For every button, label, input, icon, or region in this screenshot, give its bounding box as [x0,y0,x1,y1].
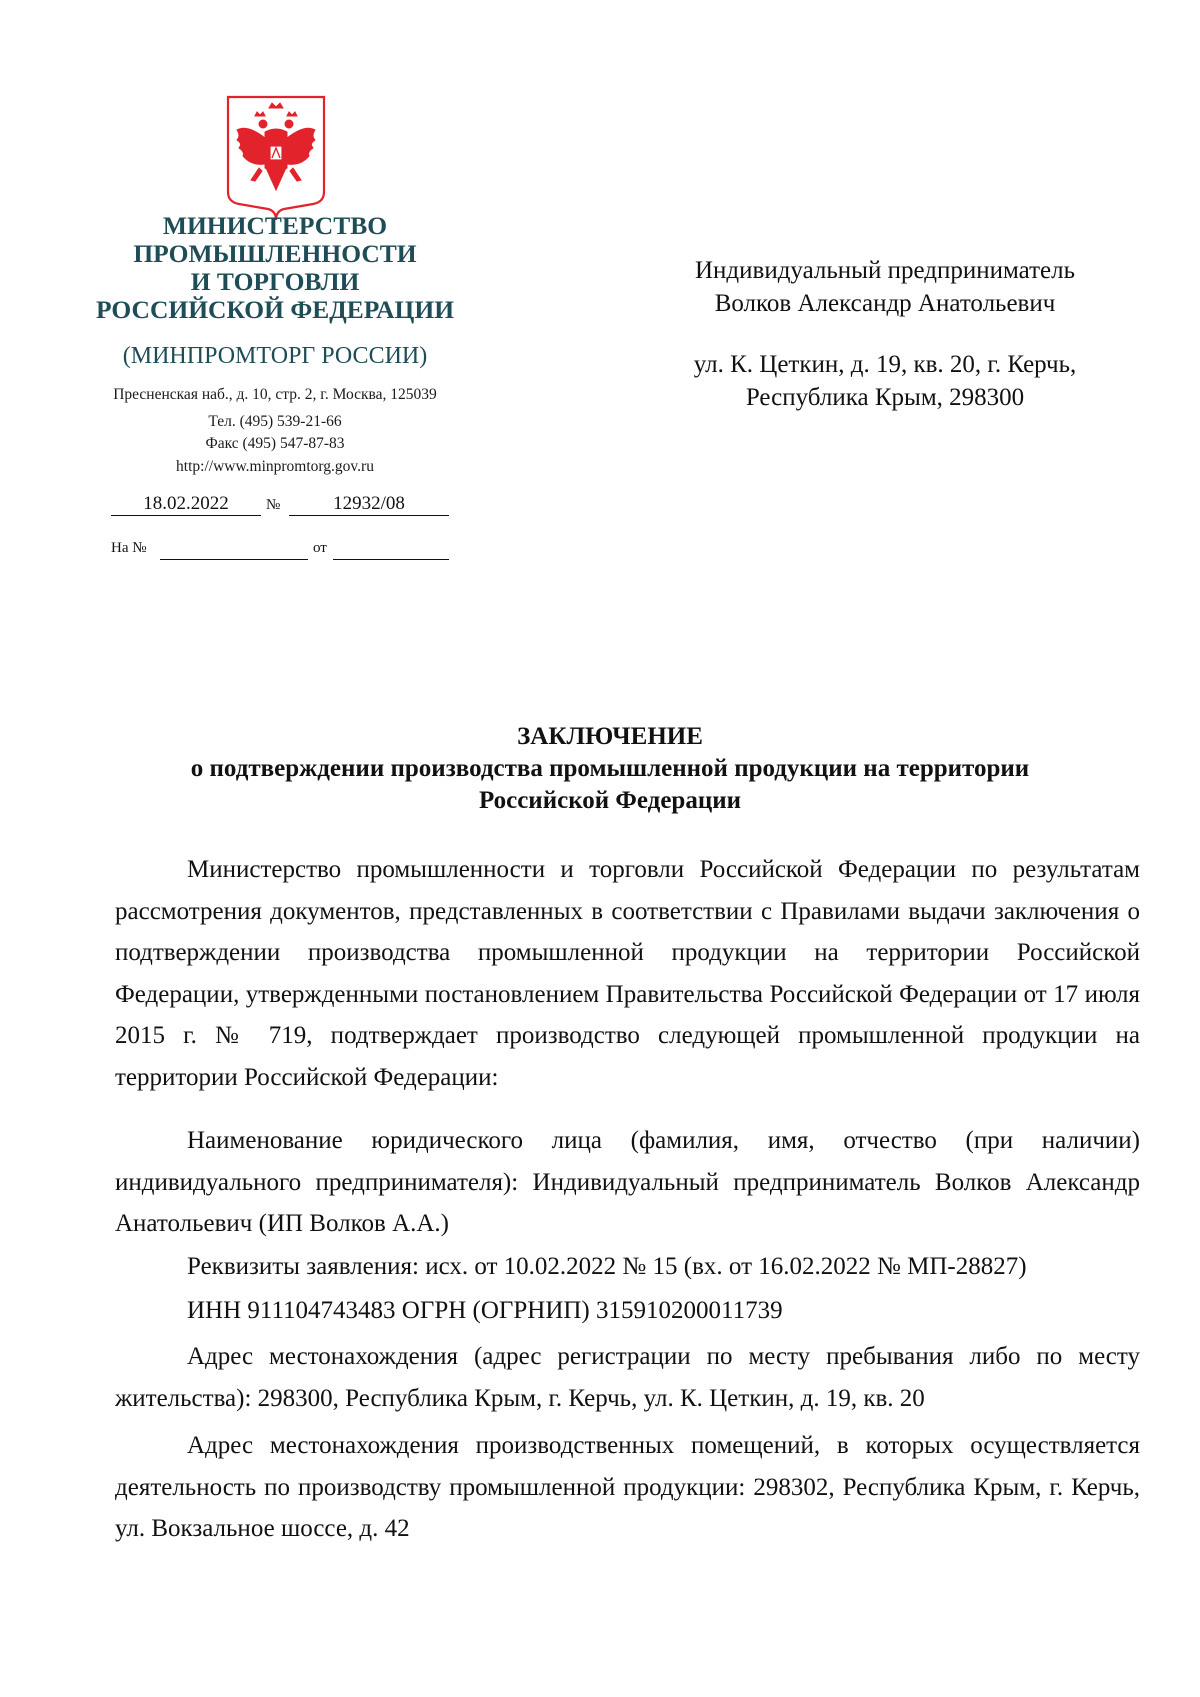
application-details: Реквизиты заявления: исх. от 10.02.2022 № 15 (вх. от 16.02.2022 № МП-28827) [187,1253,1027,1280]
ministry-name-line-1: МИНИСТЕРСТВО [162,211,388,240]
letter-number: 12932/08 [289,493,449,516]
recipient-title: Индивидуальный предприниматель [695,257,1075,284]
recipient-name: Волков Александр Анатольевич [714,290,1056,317]
document-title: ЗАКЛЮЧЕНИЕ [517,723,703,750]
recipient-address-line-1: ул. К. Цеткин, д. 19, кв. 20, г. Керчь, [693,351,1077,378]
reply-date-blank [333,540,449,560]
document-subtitle-line-2: Российской Федерации [478,787,742,814]
ministry-website: http://www.minpromtorg.gov.ru [176,458,374,475]
production-address: Адрес местонахождения производственных помещений, в которых осуществляется деятельность по производству промышленной продукции: 298302, Республика Крым, г. Керчь, ул. Вокзальное шоссе, д. 42 [115,1432,1140,1542]
ministry-short-name: (МИНПРОМТОРГ РОССИИ) [122,343,428,369]
body-paragraph-1: Министерство промышленности и торговли Российской Федерации по результатам рассмотрения документов, представленных в соответствии с Правилами выдачи заключения о подтверждении производства промышленной продукции на территории Российской Федерации, утвержденными постановлением Правительства Российской Федерации от 17 июля 2015 г. № 719, подтверждает производство следующей промышленной продукции на территории Российской Федерации: [115,856,1140,1091]
ministry-address: Пресненская наб., д. 10, стр. 2, г. Москва, 125039 [113,386,437,403]
ministry-name-line-3: И ТОРГОВЛИ [190,267,360,296]
tax-ids: ИНН 911104743483 ОГРН (ОГРНИП) 315910200011739 [187,1297,783,1324]
reply-label: На № [111,540,147,556]
document-subtitle-line-1: о подтверждении производства промышленной продукции на территории [190,755,1030,782]
letter-date: 18.02.2022 [111,493,261,516]
coat-of-arms-icon [225,94,327,222]
registration-address: Адрес местонахождения (адрес регистрации по месту пребывания либо по месту жительства): 298300, Республика Крым, г. Керчь, ул. К. Цеткин, д. 19, кв. 20 [115,1343,1140,1412]
ministry-fax: Факс (495) 547-87-83 [205,435,345,452]
body-paragraph-2: Наименование юридического лица (фамилия, имя, отчество (при наличии) индивидуального предпринимателя): Индивидуальный предприниматель Волков Александр Анатольевич (ИП Волков А.А.) [115,1127,1140,1237]
ministry-name-line-4: РОССИЙСКОЙ ФЕДЕРАЦИИ [95,295,455,324]
ministry-name-line-2: ПРОМЫШЛЕННОСТИ [133,239,417,268]
reply-number-blank [160,540,308,560]
reply-from-label: от [313,540,327,556]
number-sign: № [266,497,281,513]
ministry-phone: Тел. (495) 539-21-66 [208,413,342,430]
recipient-address-line-2: Республика Крым, 298300 [745,384,1025,411]
